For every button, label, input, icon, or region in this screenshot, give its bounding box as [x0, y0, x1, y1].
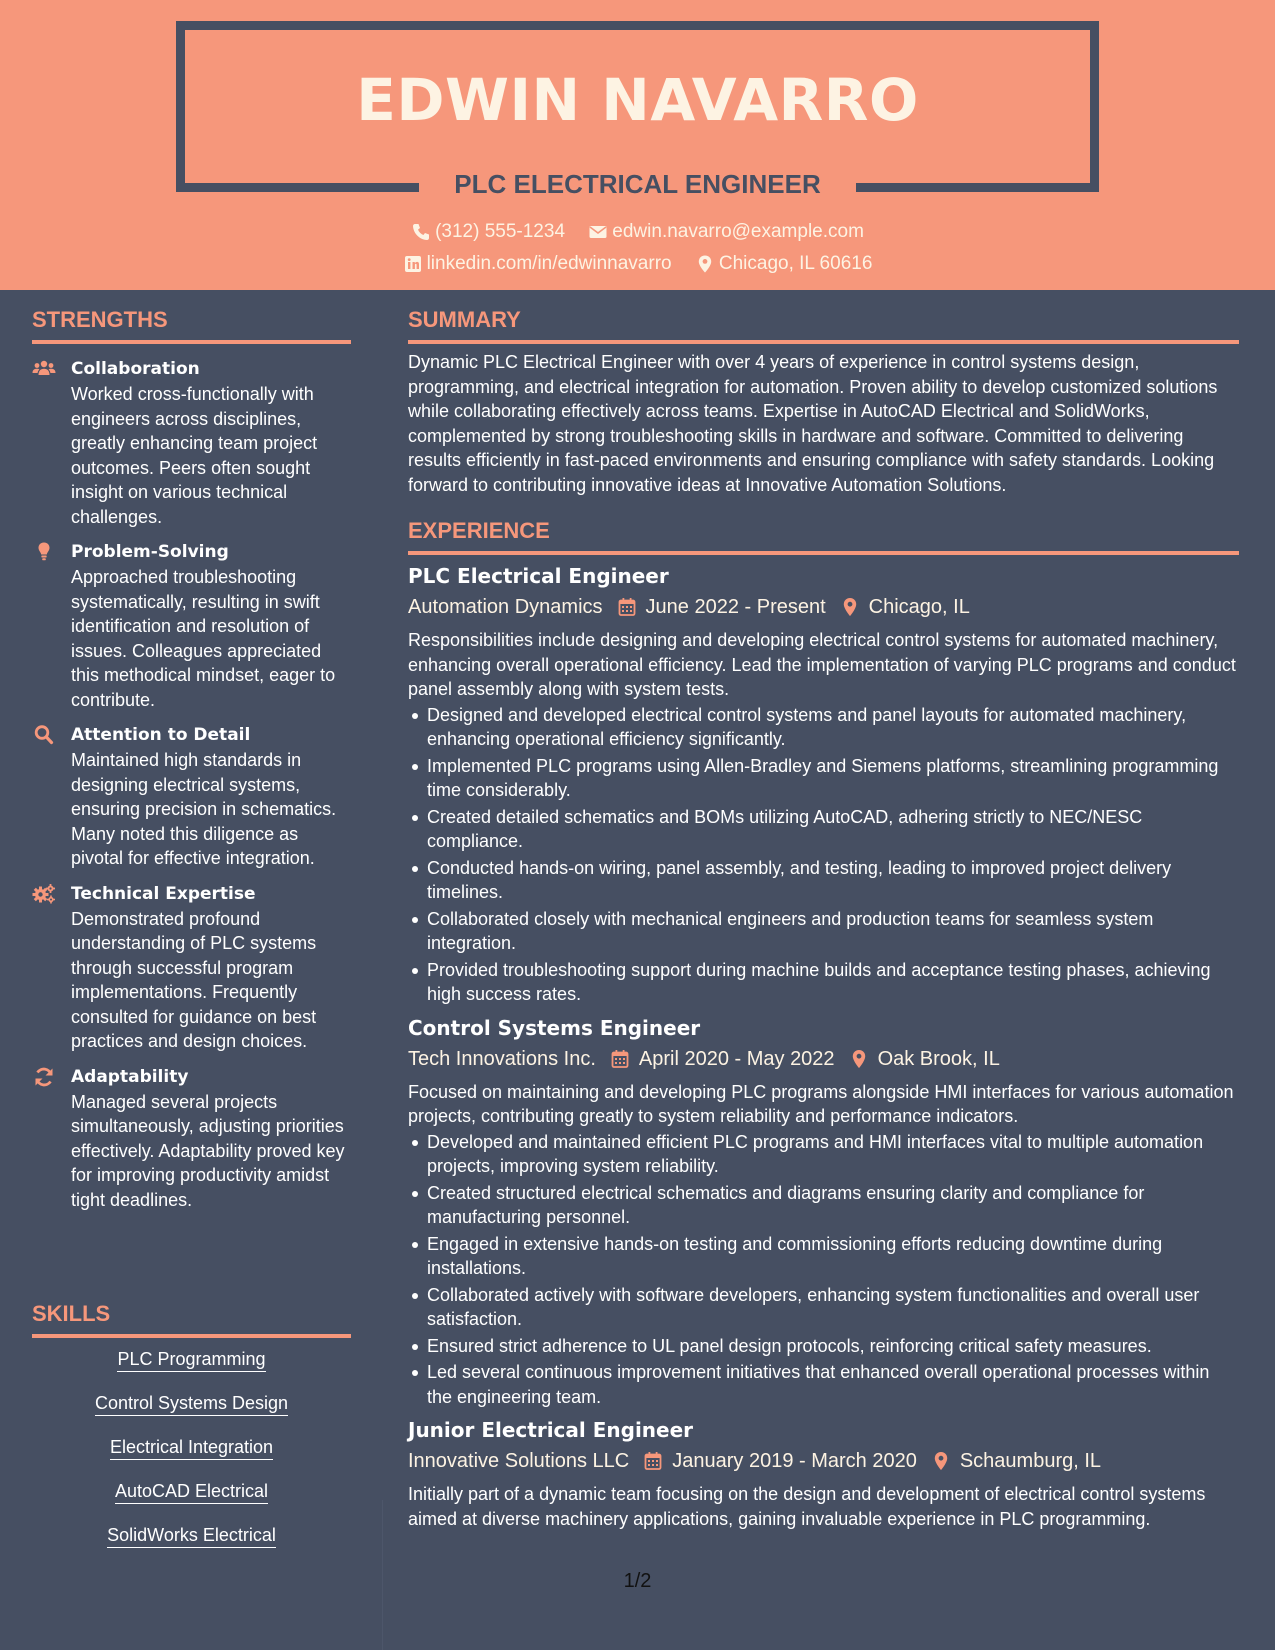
bullet-item: Conducted hands-on wiring, panel assembly, and testing, leading to improved project delivery timelines.	[408, 856, 1239, 905]
search-icon	[32, 724, 56, 746]
skill-tag: PLC Programming	[117, 1348, 265, 1372]
calendar-icon	[643, 1451, 663, 1471]
bullet-item: Collaborated actively with software developers, enhancing system functionalities and overall user satisfaction.	[408, 1283, 1239, 1332]
lightbulb-icon	[32, 541, 56, 563]
strength-description: Worked cross-functionally with engineers across disciplines, greatly enhancing team project outcomes. Peers often sought insight on various technical challenges.	[71, 384, 318, 527]
experience-section	[408, 511, 1239, 1531]
job-dates: June 2022 - Present	[645, 596, 826, 618]
skill-tag: Control Systems Design	[95, 1392, 288, 1416]
skills-list	[32, 1348, 351, 1548]
job-role: Control Systems Engineer	[408, 1015, 701, 1040]
job-dates: April 2020 - May 2022	[638, 1047, 835, 1070]
map-pin-icon	[840, 597, 860, 617]
strength-heading: Attention to Detail	[71, 725, 251, 745]
job-description: Focused on maintaining and developing PLC programs alongside HMI interfaces for various automation projects, contributing greatly to system reliability and performance indicators.	[408, 1081, 1234, 1126]
job-company: Tech Innovations Inc.	[408, 1047, 596, 1070]
job-entry	[408, 1013, 1239, 1410]
job-company: Innovative Solutions LLC	[408, 1450, 630, 1472]
map-pin-icon	[931, 1451, 951, 1471]
bullet-item: Led several continuous improvement initiatives that enhanced overall operational processes within the engineering team.	[408, 1360, 1239, 1409]
bullet-item: Engaged in extensive hands-on testing and commissioning efforts reducing downtime during installations.	[408, 1232, 1239, 1281]
email-text[interactable]: edwin.navarro@example.com	[612, 221, 864, 242]
skills-section	[32, 1294, 351, 1568]
contact-phone	[411, 219, 565, 245]
summary-text: Dynamic PLC Electrical Engineer with over 4 years of experience in control systems design, programming, and electrical integration for automation. Proven ability to develop customized solutions while collaborating effectively across teams. Expertise in AutoCAD Electrical and SolidWorks, complemented by strong troubleshooting skills in hardware and software. Committed to delivering results efficiently in fast-paced environments and ensuring compliance with safety standards. Looking forward to contributing innovative ideas at Innovative Automation Solutions.	[408, 352, 1218, 495]
main-column	[408, 300, 1239, 1531]
candidate-name: EDWIN NAVARRO	[356, 66, 919, 134]
contact-row-1	[0, 219, 1275, 250]
strength-heading: Adaptability	[71, 1066, 189, 1087]
job-entry	[408, 1415, 1239, 1531]
contact-email[interactable]	[588, 219, 864, 245]
skill-tag: Electrical Integration	[110, 1436, 273, 1460]
strength-heading: Collaboration	[71, 359, 200, 379]
bullet-item: Collaborated closely with mechanical engineers and production teams for seamless system integration.	[408, 907, 1239, 956]
linkedin-icon	[403, 254, 423, 274]
skills-title: SKILLS	[32, 1294, 351, 1338]
bullet-item: Developed and maintained efficient PLC programs and HMI interfaces vital to multiple automation projects, improving system reliability.	[408, 1130, 1239, 1179]
bullet-item: Ensured strict adherence to UL panel design protocols, reinforcing critical safety measures.	[408, 1334, 1239, 1359]
job-dates: January 2019 - March 2020	[672, 1450, 917, 1472]
job-meta	[408, 1445, 1239, 1477]
bullet-item: Created structured electrical schematics and diagrams ensuring clarity and compliance for manufacturing personnel.	[408, 1181, 1239, 1230]
users-icon	[32, 358, 56, 380]
location-text: Chicago, IL 60616	[718, 253, 873, 274]
job-role: Junior Electrical Engineer	[408, 1418, 694, 1442]
strength-item	[32, 722, 351, 871]
resume-header	[0, 0, 1275, 290]
job-location: Oak Brook, IL	[877, 1047, 1000, 1070]
skill-tag: SolidWorks Electrical	[107, 1524, 276, 1548]
contact-row-2	[0, 251, 1275, 282]
map-pin-icon	[695, 254, 715, 274]
calendar-icon	[617, 597, 637, 617]
calendar-icon	[610, 1049, 630, 1069]
job-bullets	[408, 703, 1239, 1007]
strengths-title: STRENGTHS	[32, 300, 351, 344]
strength-item	[32, 881, 351, 1054]
strength-description: Managed several projects simultaneously, adjusting priorities effectively. Adaptability proved key for improving productivity amidst tight deadlines.	[71, 1091, 345, 1210]
bullet-item: Created detailed schematics and BOMs utilizing AutoCAD, adhering strictly to NEC/NESC compliance.	[408, 805, 1239, 854]
strength-heading: Technical Expertise	[71, 883, 256, 904]
strength-item	[32, 1064, 351, 1213]
sidebar	[32, 300, 351, 1222]
phone-icon	[411, 222, 431, 242]
page-number: 1/2	[623, 1570, 652, 1592]
job-bullets	[408, 1130, 1239, 1410]
job-entry	[408, 561, 1239, 1007]
strength-description: Approached troubleshooting systematically, resulting in swift identification and resolution of issues. Colleagues appreciated this methodical mindset, eager to contribute.	[71, 567, 336, 710]
envelope-icon	[588, 222, 608, 242]
job-description: Responsibilities include designing and developing electrical control systems for automated machinery, enhancing overall operational efficiency. Lead the implementation of varying PLC programs and conduct panel assembly along with system tests.	[408, 630, 1236, 699]
job-location: Chicago, IL	[868, 596, 970, 618]
gears-icon	[32, 883, 56, 905]
linkedin-text[interactable]: linkedin.com/in/edwinnavarro	[426, 253, 672, 274]
bullet-item: Provided troubleshooting support during machine builds and acceptance testing phases, achieving high success rates.	[408, 958, 1239, 1007]
job-title: PLC ELECTRICAL ENGINEER	[454, 169, 821, 199]
strengths-list	[32, 356, 351, 1212]
strength-description: Maintained high standards in designing electrical systems, ensuring precision in schematics. Many noted this diligence as pivotal for effective integration.	[71, 750, 337, 868]
strength-item	[32, 356, 351, 529]
experience-title: EXPERIENCE	[408, 511, 1239, 555]
bullet-item: Designed and developed electrical control systems and panel layouts for automated machinery, enhancing operational efficiency significantly.	[408, 703, 1239, 752]
contact-linkedin[interactable]	[403, 251, 672, 277]
refresh-icon	[32, 1066, 56, 1088]
strength-item	[32, 539, 351, 712]
summary-title: SUMMARY	[408, 300, 1239, 344]
map-pin-icon	[849, 1049, 869, 1069]
skill-tag: AutoCAD Electrical	[115, 1480, 268, 1504]
job-meta	[408, 591, 1239, 623]
job-role: PLC Electrical Engineer	[408, 564, 669, 588]
strength-description: Demonstrated profound understanding of PLC systems through successful program implementations. Frequently consulted for guidance on best practices and design choices.	[71, 908, 317, 1051]
bullet-item: Implemented PLC programs using Allen-Bradley and Siemens platforms, streamlining programming time considerably.	[408, 754, 1239, 803]
phone-text: (312) 555-1234	[435, 221, 566, 242]
job-description: Initially part of a dynamic team focusing on the design and development of electrical control systems aimed at diverse machinery applications, gaining invaluable experience in PLC programming.	[408, 1484, 1206, 1529]
contact-location	[695, 251, 873, 277]
strength-heading: Problem-Solving	[71, 542, 229, 562]
job-meta	[408, 1043, 1239, 1075]
job-company: Automation Dynamics	[408, 596, 603, 618]
job-location: Schaumburg, IL	[959, 1450, 1102, 1472]
